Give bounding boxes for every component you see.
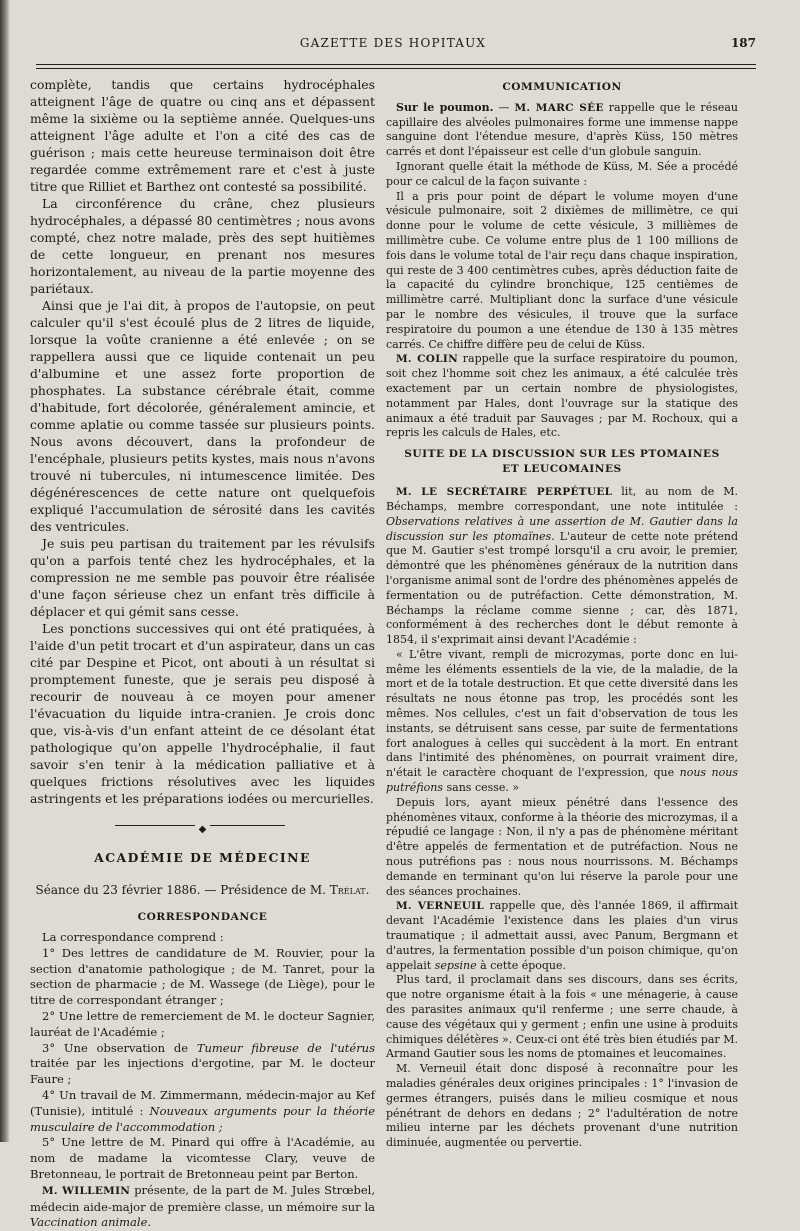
speaker-name: M. MARC SÉE: [514, 101, 604, 114]
section-divider: [30, 819, 375, 833]
paragraph: Sur le poumon. — M. MARC SÉE rappelle que le réseau capillaire des alvéoles pulmonaires forme une immense nappe sanguine dont l'étendue mesure, d'après Küss, 150 mètres carrés et dont l'épaisseur est celle d'un globule sanguin.: [386, 100, 738, 159]
quotation: « L'être vivant, rempli de microzymas, porte donc en lui-même les éléments essentiels de la vie, de la maladie, de la mort et de la totale destruction. Et que cette diversité dans les résultats ne nous étonne pas trop, les procédés sont les mêmes. Nos cellules, c'est un fait d'observation de tous les instants, se détruisent sans cesse, par suite de fermentations fort analogues à celles qui succèdent à la mort. En entrant dans l'intimité des phénomènes, on pourrait vraiment dire, n'était le caractère choquant de l'expression, que nous nous putréfions sans cesse. »: [386, 647, 738, 795]
speaker-name: M. LE SECRÉTAIRE PERPÉTUEL: [396, 486, 613, 499]
paragraph: M. WILLEMIN présente, de la part de M. Jules Strœbel, médecin aide-major de première classe, un mémoire sur la Vaccination animale.: [30, 1182, 375, 1230]
running-title: GAZETTE DES HOPITAUX: [299, 36, 487, 50]
list-item: 4° Un travail de M. Zimmermann, médecin-major au Kef (Tunisie), intitulé : Nouveaux arguments pour la théorie musculaire de l'accommodation ;: [30, 1087, 375, 1134]
subsection-title: COMMUNICATION: [502, 81, 622, 93]
speaker-name: M. WILLEMIN: [42, 1184, 131, 1197]
subsection-title: CORRESPONDANCE: [137, 911, 268, 923]
topic-heading: Sur le poumon.: [396, 100, 494, 114]
speaker-name: M. VERNEUIL: [396, 900, 485, 913]
paragraph: Les ponctions successives qui ont été pratiquées, à l'aide d'un petit trocart et d'un aspirateur, dans un cas cité par Despine et Picot, ont abouti à un résultat si promptement funeste, que je serais peu disposé à recourir de nouveau à ce moyen pour amener l'évacuation du liquide intra-cranien. Je crois donc que, vis-à-vis d'un enfant atteint de ce désolant état pathologique qu'on appelle l'hydrocéphalie, il faut savoir s'en tenir à la médication palliative et à quelques frictions résolutives avec les liquides astringents et les préparations iodées ou mercurielles.: [30, 621, 375, 806]
paragraph: M. LE SECRÉTAIRE PERPÉTUEL lit, au nom de M. Béchamps, membre correspondant, une note intitulée : Observations relatives à une assertion de M. Gautier dans la discussion sur les ptomaïnes. L'auteur de cette note prétend que M. Gautier s'est trompé lorsqu'il a cru avoir, le premier, démontré que les phénomènes généraux de la nutrition dans l'organisme animal sont de l'ordre des phénomènes appelés de fermentation ou de putréfaction. Cette démonstration, M. Béchamps la réclame comme sienne ; car, dès 1871, conformément à des recherches dont le début remonte à 1854, il s'exprimait ainsi devant l'Académie :: [386, 485, 738, 647]
paragraph: M. VERNEUIL rappelle que, dès l'année 1869, il affirmait devant l'Académie l'existence dans les plaies d'un virus traumatique ; il admettait aussi, avec Panum, Bergmann et d'autres, la fermentation possible d'un poison chimique, qu'on appelait sepsine à cette époque.: [386, 899, 738, 972]
paragraph: M. COLIN rappelle que la surface respiratoire du poumon, soit chez l'homme soit chez les animaux, a été calculée très exactement par un certain nombre de physiologistes, notamment par Hales, dont l'ouvrage sur la statique des animaux a été traduit par Sauvages ; par M. Rochoux, qui a repris les calculs de Hales, etc.: [386, 352, 739, 440]
president-name: Trélat: [329, 883, 366, 897]
list-intro: La correspondance comprend :: [42, 930, 224, 944]
session-line: Séance du 23 février 1886. — Présidence de M. Trélat.: [35, 883, 370, 897]
binding-edge: [0, 0, 10, 1142]
subsection-title: SUITE DE LA DISCUSSION SUR LES PTOMAINES ET LEUCOMAINES: [404, 448, 720, 476]
page-number: 187: [730, 36, 756, 50]
right-column: [386, 78, 738, 1151]
speaker-name: M. COLIN: [396, 353, 459, 366]
paragraph: La circonférence du crâne, chez plusieurs hydrocéphales, a dépassé 80 centimètres ; nous avons compté, chez notre malade, près des sept huitièmes de cette longueur, en prenant nos mesures horizontalement, au niveau de la partie moyenne des pariétaux.: [30, 196, 375, 296]
list-item: 3° Une observation de Tumeur fibreuse de l'utérus traitée par les injections d'ergotine, par M. le docteur Faure ;: [30, 1040, 375, 1087]
paragraph: Il a pris pour point de départ le volume moyen d'une vésicule pulmonaire, soit 2 dixièmes de millimètre, ce qui donne pour le volume de cette vésicule, 3 millièmes de millimètre cube. Ce volume entre plus de 1 100 millions de fois dans le volume total de l'air reçu dans chaque inspiration, qui reste de 3 400 centimètres cubes, après déduction faite de la capacité du cylindre bronchique, 125 centièmes de millimètre carré. Multipliant donc la surface d'une vésicule par le nombre des vésicules, il trouve que la surface respiratoire du poumon a une étendue de 130 à 135 mètres carrés. Ce chiffre diffère peu de celui de Küss.: [386, 189, 738, 351]
paragraph: Ainsi que je l'ai dit, à propos de l'autopsie, on peut calculer qu'il s'est écoulé plus de 2 litres de liquide, lorsque la voûte cranienne a été enlevée ; on se rappellera aussi que ce liquide contenait un peu d'albumine et une assez forte proportion de phosphates. La substance cérébrale était, comme d'habitude, fort décolorée, généralement amincie, et comme aplatie ou comme tassée sur plusieurs points. Nous avons découvert, dans la profondeur de l'encéphale, plusieurs petits kystes, mais nous n'avons trouvé ni tubercules, ni intumescence limitée. Des dégénérescences de cette nature ont quelquefois expliqué l'accumulation de sérosité dans les cavités des ventricules.: [30, 298, 375, 534]
list-item: 2° Une lettre de remerciement de M. le docteur Sagnier, lauréat de l'Académie ;: [30, 1008, 375, 1039]
header-rule-thick: [36, 64, 756, 65]
correspondence-list: [30, 930, 375, 1231]
list-item: 1° Des lettres de candidature de M. Rouvier, pour la section d'anatomie pathologique ; de M. Tanret, pour la section de pharmacie ; de M. Wassege (de Liège), pour le titre de correspondant étranger ;: [30, 945, 375, 1008]
paragraph: Ignorant quelle était la méthode de Küss, M. Sée a procédé pour ce calcul de la façon suivante :: [386, 159, 738, 188]
header-rule-thin: [36, 68, 756, 69]
diamond-ornament-icon: ◆: [195, 824, 211, 835]
left-column: [30, 76, 375, 1231]
paragraph: M. Verneuil était donc disposé à reconnaître pour les maladies générales deux origines principales : 1° l'invasion de germes étrangers, puisés dans le milieu cosmique et nous pénétrant de dehors en dedans ; 2° l'adultération de notre milieu interne par les déchets provenant d'une nutrition diminuée, augmentée ou pervertie.: [386, 1062, 738, 1150]
paragraph: Depuis lors, ayant mieux pénétré dans l'essence des phénomènes vitaux, conforme à la théorie des microzymas, il a répudié ce langage : Non, il n'y a pas de phénomène méritant d'être appelés de fermentation et de putréfaction. Nous ne nous putréfions pas : nous nous nourrissons. M. Béchamps demande en terminant qu'on lui réserve la parole pour une des séances prochaines.: [386, 795, 738, 898]
paragraph: complète, tandis que certains hydrocéphales atteignent l'âge de quatre ou cinq ans et dépassent même la sixième ou la septième année. Quelques-uns atteignent l'âge adulte et l'on a cité des cas de guérison ; mais cette heureuse terminaison doit être regardée comme extrêmement rare et c'est à juste titre que Rilliet et Barthez ont contesté sa possibilité.: [30, 77, 375, 194]
list-item: 5° Une lettre de M. Pinard qui offre à l'Académie, au nom de madame la vicomtesse Clary, veuve de Bretonneau, le portrait de Bretonneau peint par Berton.: [30, 1135, 375, 1181]
paragraph: Je suis peu partisan du traitement par les révulsifs qu'on a parfois tenté chez les hydrocéphales, et la compression ne me semble pas pouvoir être réalisée d'une façon sérieuse chez un enfant très difficile à déplacer et qui gémit sans cesse.: [30, 536, 375, 619]
paragraph: Plus tard, il proclamait dans ses discours, dans ses écrits, que notre organisme était à la fois « une ménagerie, à cause des parasites animaux qu'il renferme ; une serre chaude, à cause des végétaux qui y germent ; enfin une usine à produits chimiques délétères ». Ceux-ci ont été très bien étudiés par M. Armand Gautier sous les noms de ptomaines et leucomaines.: [386, 973, 738, 1061]
page-header: [30, 36, 756, 54]
section-title: ACADÉMIE DE MÉDECINE: [94, 850, 311, 865]
